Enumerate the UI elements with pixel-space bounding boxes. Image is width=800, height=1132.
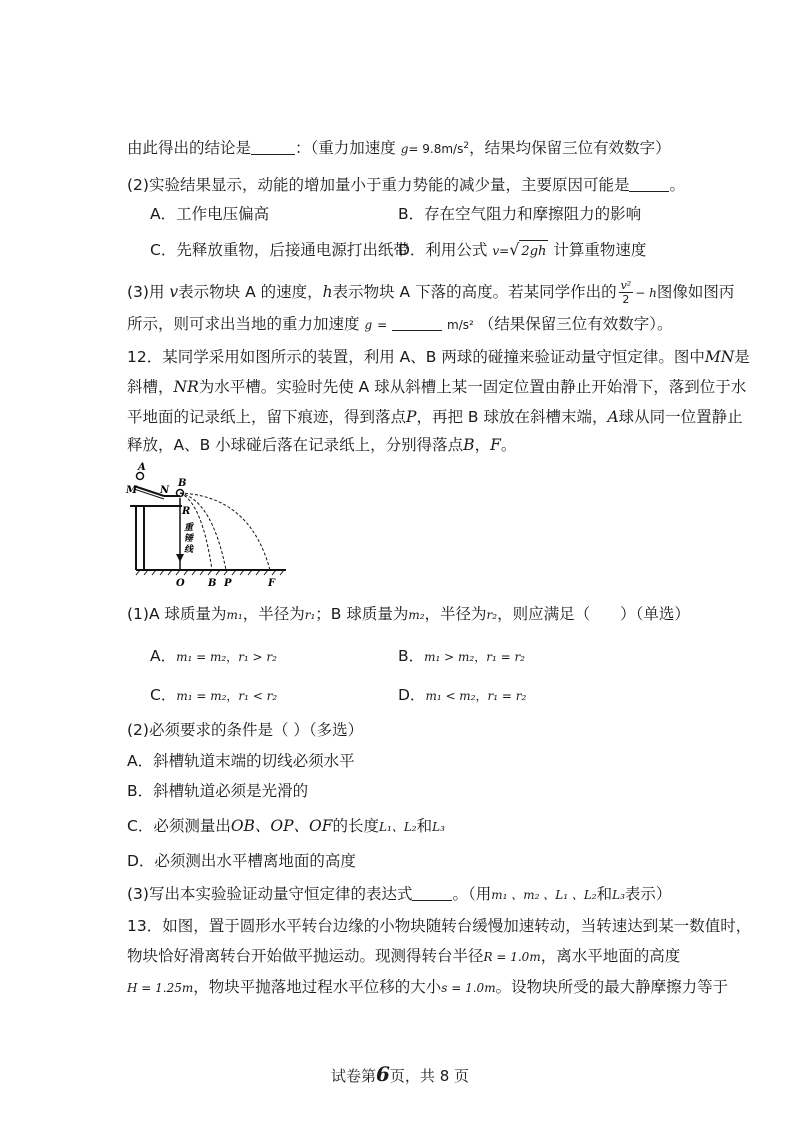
q11-part3-line2 bbox=[127, 313, 673, 336]
answer-blank bbox=[412, 886, 452, 901]
label-mn: MN bbox=[704, 348, 735, 366]
plumb-bob-icon bbox=[176, 554, 184, 562]
q11-option-b: B．存在空气阻力和摩擦阻力的影响 bbox=[398, 205, 642, 223]
q12-line4-sep: ， bbox=[474, 436, 491, 454]
option-radius: r₁ < r₂ bbox=[238, 689, 278, 703]
fig-label-b-top: B bbox=[178, 478, 187, 489]
q11-conclusion-line bbox=[127, 135, 671, 160]
q12-p1-option-a: A．m₁ = m₂，r₁ > r₂ bbox=[150, 647, 277, 665]
q13-line1: 13．如图，置于圆形水平转台边缘的小物块随转台缓慢加速转动，当转速达到某一数值时， bbox=[127, 917, 752, 935]
option-mass: m₁ < m₂ bbox=[425, 689, 476, 703]
q12-line3-rest: ，再把 B 球放在斜槽末端， bbox=[416, 408, 608, 426]
var-r1: r₁ bbox=[304, 608, 316, 622]
page-footer bbox=[0, 1062, 800, 1086]
label-a: A bbox=[607, 408, 619, 426]
answer-blank bbox=[392, 316, 442, 331]
q11-part3-prefix: (3)用 bbox=[127, 283, 165, 301]
q12-part1-mid3: ，半径为 bbox=[424, 605, 487, 623]
answer-blank bbox=[251, 140, 295, 155]
displacement-value: s = 1.0m bbox=[441, 981, 496, 995]
q12-line3-prefix: 平地面的记录纸上，留下痕迹，得到落点 bbox=[127, 408, 407, 426]
q12-p2-option-d: D．必须测出水平槽离地面的高度 bbox=[127, 852, 356, 870]
q12-p2-option-b: B．斜槽轨道必须是光滑的 bbox=[127, 782, 309, 800]
fig-label-plumb-2: 锤 bbox=[184, 534, 194, 544]
option-letter: B． bbox=[398, 647, 425, 665]
q13-line2-prefix: 物块恰好滑离转台开始做平抛运动。现测得转台半径 bbox=[127, 947, 484, 965]
q12-part3-mid: 。（用 bbox=[452, 885, 492, 903]
height-value: H = 1.25m bbox=[127, 981, 194, 995]
q12-p1-option-d: D．m₁ < m₂，r₁ = r₂ bbox=[398, 686, 527, 704]
q12-part2: (2)必须要求的条件是（ ）（多选） bbox=[127, 721, 364, 739]
q11-option-a: A．工作电压偏高 bbox=[150, 205, 270, 223]
fraction-num: v² bbox=[620, 279, 632, 292]
label-f: F bbox=[490, 436, 501, 454]
var-v: v bbox=[169, 283, 179, 301]
minus-h: − h bbox=[635, 286, 657, 300]
g-symbol: g bbox=[400, 142, 409, 156]
q12-part1-mid1: ，半径为 bbox=[242, 605, 305, 623]
label-p: P bbox=[406, 408, 417, 426]
q12-part1-end: ）（单选） bbox=[620, 605, 690, 623]
q11-option-d bbox=[398, 239, 646, 263]
q12-part3-prefix: (3)写出本实验验证动量守恒定律的表达式 bbox=[127, 885, 413, 903]
q11-part3-line2-tail: （结果保留三位有效数字）。 bbox=[478, 315, 673, 333]
fig-label-m: M bbox=[126, 485, 138, 496]
fig-label-plumb-1: 重 bbox=[184, 523, 194, 533]
q12-part1-mid2: ；B 球质量为 bbox=[315, 605, 409, 623]
formula-root: 2gh bbox=[519, 240, 548, 263]
var-m2: m₂ bbox=[408, 608, 425, 622]
q11-part2 bbox=[127, 174, 685, 196]
var-h: h bbox=[322, 283, 333, 301]
q11-part3-mid2: 表示物块 A 下落的高度。若某同学作出的 bbox=[332, 283, 617, 301]
option-letter: A． bbox=[150, 647, 177, 665]
fig-label-a: A bbox=[138, 462, 146, 473]
option-letter: C． bbox=[150, 686, 177, 704]
q11-part3-tail: 图像如图丙 bbox=[656, 283, 735, 301]
ball-a-icon bbox=[137, 473, 144, 480]
q12-part1-prefix: (1)A 球质量为 bbox=[127, 605, 227, 623]
length-l3: L₃ bbox=[432, 820, 445, 834]
sqrt-sign-icon: √ bbox=[509, 240, 520, 259]
radius-value: R = 1.0m bbox=[483, 950, 541, 964]
q13-line3-end: 。设物块所受的最大静摩擦力等于 bbox=[495, 978, 729, 996]
answer-blank bbox=[629, 177, 669, 192]
option-radius: r₁ = r₂ bbox=[486, 650, 525, 664]
q12-line2-prefix: 斜槽， bbox=[127, 378, 174, 396]
unit: m/s² bbox=[447, 318, 474, 332]
q11-option-c: C．先释放重物，后接通电源打出纸带 bbox=[150, 241, 409, 259]
q12-line1 bbox=[127, 346, 750, 368]
q11-conclusion-prefix: 由此得出的结论是 bbox=[127, 139, 252, 157]
fraction-den: 2 bbox=[622, 293, 630, 306]
fraction-v2-over-2 bbox=[619, 279, 634, 306]
option-letter: D． bbox=[398, 686, 426, 704]
q12-line2-rest: 为水平槽。实验时先使 A 球从斜槽上某一固定位置由静止开始滑下，落到位于水 bbox=[198, 378, 747, 396]
fig-label-p: P bbox=[224, 578, 232, 589]
option-mass: m₁ > m₂ bbox=[424, 650, 475, 664]
q12-p1-option-b: B．m₁ > m₂，r₁ = r₂ bbox=[398, 647, 525, 665]
fig-label-f: F bbox=[268, 578, 276, 589]
q12-part1-mid4: ，则应满足（ bbox=[497, 605, 591, 623]
footer-prefix: 试卷第 bbox=[330, 1067, 376, 1085]
page-number: 6 bbox=[376, 1062, 390, 1086]
option-c-mid: 的长度 bbox=[332, 817, 380, 835]
var-m1: m₁ bbox=[226, 608, 243, 622]
g-value: = 9.8m/s bbox=[408, 142, 464, 156]
q12-line3-end: 球从同一位置静止 bbox=[618, 408, 743, 426]
option-radius: r₁ = r₂ bbox=[487, 689, 527, 703]
q13-line3 bbox=[127, 976, 728, 999]
q12-line4-prefix: 释放，A、B 小球碰后落在记录纸上，分别得落点 bbox=[127, 436, 464, 454]
fig-label-plumb-3: 线 bbox=[184, 545, 194, 555]
collision-apparatus-figure bbox=[120, 462, 290, 592]
q11-part2-end: 。 bbox=[669, 176, 685, 194]
label-nr: NR bbox=[173, 378, 199, 396]
q12-line4-end: 。 bbox=[500, 436, 517, 454]
option-mass: m₁ = m₂ bbox=[176, 689, 227, 703]
q12-line3 bbox=[127, 406, 743, 428]
fig-label-r: R bbox=[182, 506, 191, 517]
option-d-suffix: 计算重物速度 bbox=[553, 241, 647, 259]
q11-part3-line1 bbox=[127, 279, 734, 306]
label-b: B bbox=[463, 436, 475, 454]
eq-sign: = bbox=[377, 318, 388, 332]
q11-part3-line2-prefix: 所示，则可求出当地的重力加速度 bbox=[127, 315, 360, 333]
vars: m₁ 、m₂ 、L₁ 、L₂ bbox=[491, 888, 597, 902]
q11-part2-text: (2)实验结果显示，动能的增加量小于重力势能的减少量，主要原因可能是 bbox=[127, 176, 630, 194]
lengths: L₁、L₂ bbox=[379, 820, 417, 834]
q12-p2-option-c bbox=[127, 815, 445, 838]
fig-label-o: O bbox=[176, 578, 185, 589]
q11-conclusion-suffix: ：（重力加速度 bbox=[295, 139, 396, 157]
fig-label-n: N bbox=[160, 485, 170, 496]
q12-part3-and: 和 bbox=[596, 885, 613, 903]
segments: OB、OP、OF bbox=[230, 817, 333, 835]
q12-line4 bbox=[127, 434, 516, 456]
footer-suffix: 页，共 8 页 bbox=[389, 1067, 470, 1085]
option-mass: m₁ = m₂ bbox=[176, 650, 227, 664]
option-c-prefix: C．必须测量出 bbox=[127, 817, 231, 835]
q11-part3-mid1: 表示物块 A 的速度， bbox=[178, 283, 323, 301]
q12-part3-end: 表示） bbox=[624, 885, 672, 903]
trajectory-f bbox=[180, 493, 270, 570]
option-c-and: 和 bbox=[416, 817, 433, 835]
formula-eq: = bbox=[499, 244, 510, 258]
option-d-prefix: D．利用公式 bbox=[398, 241, 488, 259]
fig-label-b: B bbox=[208, 578, 217, 589]
q12-line1-end: 是 bbox=[734, 348, 750, 366]
q12-p1-option-c: C．m₁ = m₂，r₁ < r₂ bbox=[150, 686, 278, 704]
q11-conclusion-tail: ，结果均保留三位有效数字） bbox=[469, 139, 671, 157]
g-exponent: 2 bbox=[463, 141, 470, 151]
var-g: g bbox=[364, 318, 373, 332]
option-radius: r₁ > r₂ bbox=[238, 650, 277, 664]
formula-v: v bbox=[492, 244, 500, 258]
q12-line1-text: 12．某同学采用如图所示的装置，利用 A、B 两球的碰撞来验证动量守恒定律。图中 bbox=[127, 348, 705, 366]
var-l3: L₃ bbox=[612, 888, 625, 902]
q13-line3-mid: ，物块平抛落地过程水平位移的大小 bbox=[193, 978, 442, 996]
q12-line2 bbox=[127, 376, 746, 398]
q12-part3 bbox=[127, 883, 671, 906]
q12-part1 bbox=[127, 603, 690, 626]
q13-line2 bbox=[127, 945, 680, 968]
q13-line2-mid: ，离水平地面的高度 bbox=[540, 947, 681, 965]
var-r2: r₂ bbox=[486, 608, 498, 622]
q12-p2-option-a: A．斜槽轨道末端的切线必须水平 bbox=[127, 752, 355, 770]
